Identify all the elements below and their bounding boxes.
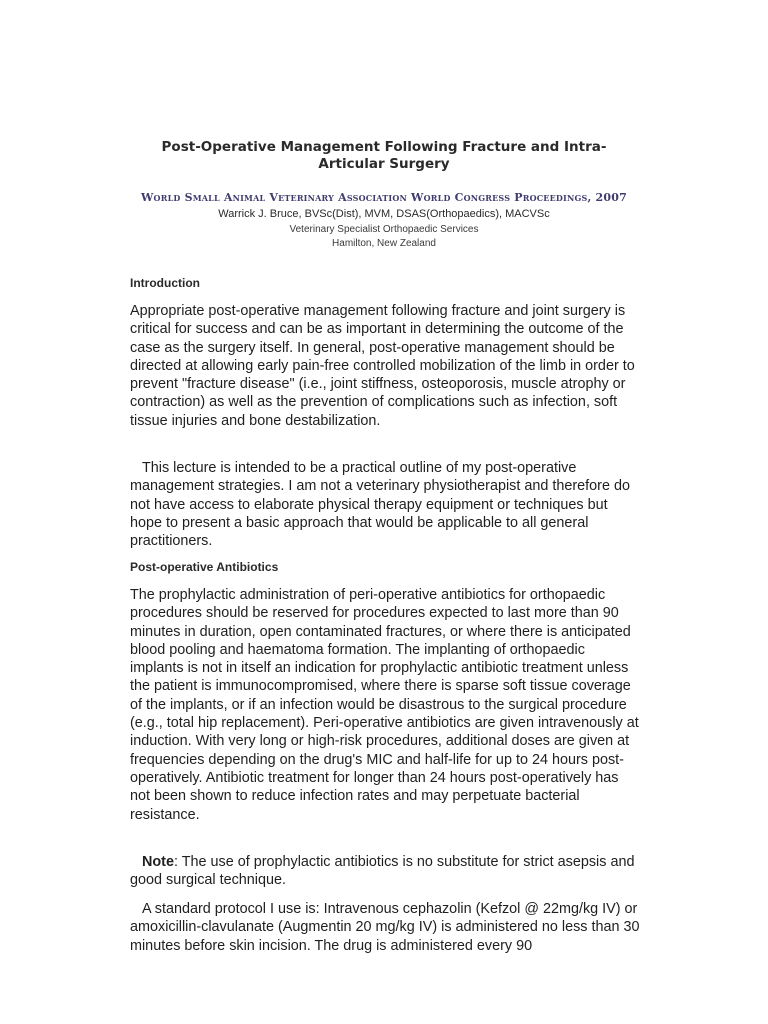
affiliation-organization: Veterinary Specialist Orthopaedic Services — [289, 224, 479, 235]
introduction-paragraph-2: This lecture is intended to be a practical outline of my post-operative management strategies. I am not a veterinary physiotherapist and therefore do not have access to elaborate physical therapy equipment or techniques but hope to present a basic approach that would be applicable to all general practitioners. — [130, 460, 630, 550]
protocol-paragraph: A standard protocol I use is: Intravenous cephazolin (Kefzol @ 22mg/kg IV) or amoxicillin-clavulanate (Augmentin 20 mg/kg IV) is administered no less than 30 minutes before skin incision. The drug is administered every 90 — [130, 901, 640, 954]
section-heading-introduction: Introduction — [130, 276, 200, 290]
affiliation-block — [100, 223, 668, 250]
note-paragraph — [130, 853, 640, 890]
note-text: : The use of prophylactic antibiotics is no substitute for strict asepsis and good surgical technique. — [130, 854, 635, 889]
section-heading-antibiotics: Post-operative Antibiotics — [130, 560, 279, 574]
introduction-paragraph-1: Appropriate post-operative management following fracture and joint surgery is critical for success and can be as important in determining the outcome of the case as the surgery itself. In general, post-operative management should be directed at allowing early pain-free controlled mobilization of the limb in order to prevent "fracture disease" (i.e., joint stiffness, osteoporosis, muscle atrophy or contraction) as well as the prevention of complications such as infection, soft tissue injuries and bone destabilization. — [130, 303, 635, 429]
proceedings-line: World Small Animal Veterinary Association World Congress Proceedings, 2007 — [141, 191, 627, 204]
antibiotics-paragraph: The prophylactic administration of peri-operative antibiotics for orthopaedic procedures should be reserved for procedures expected to last more than 90 minutes in duration, open contaminated fractures, or where there is anticipated blood pooling and haematoma formation. The implanting of orthopaedic implants is not in itself an indication for prophylactic antibiotic treatment unless the patient is immunocompromised, where there is sparse soft tissue coverage of the implants, or if an infection would be disastrous to the surgical procedure (e.g., total hip replacement). Peri-operative antibiotics are given intravenously at induction. With very long or high-risk procedures, additional doses are given at frequencies depending on the drug's MIC and half-life for up to 24 hours post-operatively. Antibiotic treatment for longer than 24 hours post-operatively has not been shown to reduce infection rates and may perpetuate bacterial resistance. — [130, 587, 639, 823]
author-line: Warrick J. Bruce, BVSc(Dist), MVM, DSAS(Orthopaedics), MACVSc — [218, 208, 550, 220]
article-title: Post-Operative Management Following Fracture and Intra-Articular Surgery — [161, 139, 607, 172]
note-label: Note — [142, 854, 174, 870]
affiliation-location: Hamilton, New Zealand — [332, 237, 436, 249]
